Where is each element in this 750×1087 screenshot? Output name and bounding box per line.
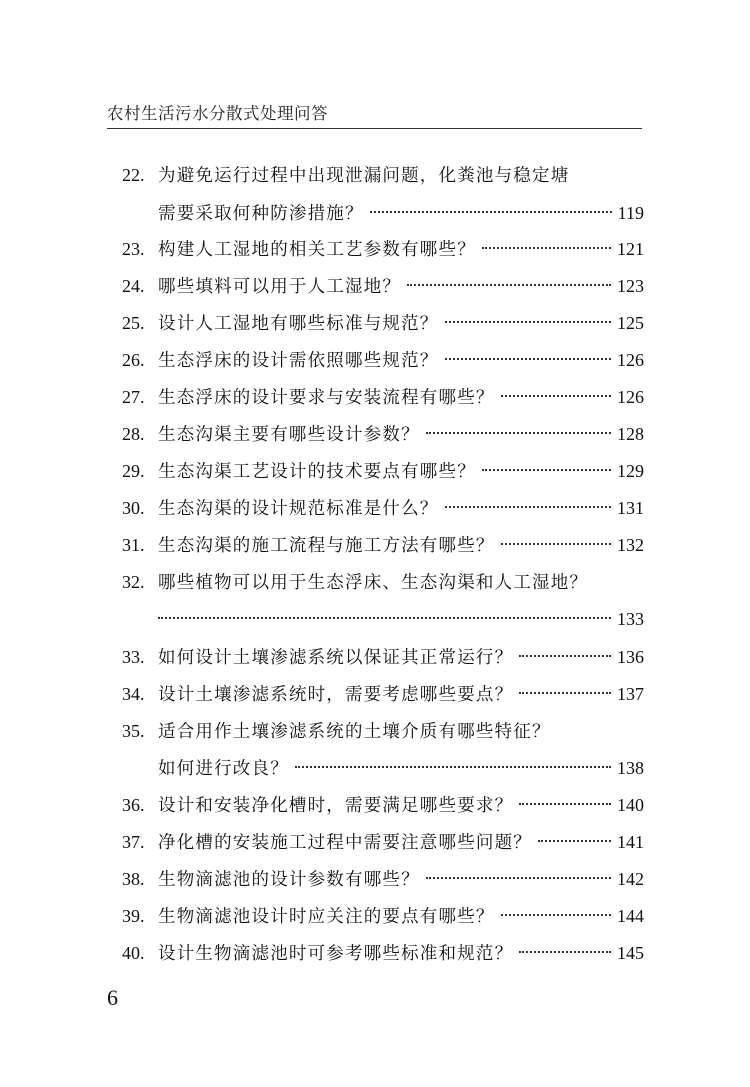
toc-entry-22[interactable]: [122, 160, 644, 190]
toc-entry-number: 33.: [122, 647, 145, 667]
toc-entry-34[interactable]: [122, 679, 644, 709]
toc-dot-leader: [538, 840, 611, 842]
toc-entry-title: 生态浮床的设计需依照哪些规范？: [158, 351, 439, 371]
toc-entry-30[interactable]: [122, 493, 644, 523]
toc-entry-39[interactable]: [122, 901, 644, 931]
toc-entry-title-line2: 需要采取何种防渗措施？: [158, 204, 364, 224]
toc-entry-number: 35.: [122, 721, 145, 741]
toc-entry-title: 生态沟渠主要有哪些设计参数？: [158, 425, 420, 445]
toc-dot-leader: [295, 766, 611, 768]
toc-entry-title-line1: 为避免运行过程中出现泄漏问题，化粪池与稳定塘: [158, 166, 570, 186]
toc-dot-leader: [445, 321, 612, 323]
toc-dot-leader: [407, 284, 611, 286]
toc-entry-title-line2: 如何进行改良？: [158, 759, 289, 779]
toc-entry-number: 37.: [122, 832, 145, 852]
toc-entry-page: 133: [617, 609, 644, 629]
toc-dot-leader: [519, 951, 611, 953]
toc-entry-23[interactable]: [122, 234, 644, 264]
page-number: 6: [107, 985, 118, 1010]
toc-entry-title: 设计人工湿地有哪些标准与规范？: [158, 314, 439, 334]
toc-entry-40[interactable]: [122, 938, 644, 968]
toc-entry-page: 141: [617, 832, 644, 852]
toc-dot-leader: [519, 803, 611, 805]
toc-entry-page: 137: [617, 684, 644, 704]
toc-dot-leader: [501, 395, 611, 397]
toc-entry-page: 145: [617, 943, 644, 963]
toc-entry-number: 39.: [122, 906, 145, 926]
toc-dot-leader: [370, 211, 612, 213]
toc-entry-page: 121: [617, 239, 644, 259]
toc-dot-leader: [519, 655, 611, 657]
toc-entry-number: 30.: [122, 498, 145, 518]
toc-dot-leader: [519, 692, 611, 694]
toc-entry-29[interactable]: [122, 456, 644, 486]
toc-entry-page: 119: [617, 203, 644, 223]
toc-entry-page: 126: [617, 350, 644, 370]
header-rule: [107, 128, 642, 129]
toc-entry-number: 26.: [122, 350, 145, 370]
toc-entry-number: 38.: [122, 869, 145, 889]
toc-entry-title: 生态沟渠的施工流程与施工方法有哪些？: [158, 536, 495, 556]
toc-entry-page: 144: [617, 906, 644, 926]
toc-dot-leader: [501, 543, 611, 545]
toc-entry-number: 27.: [122, 387, 145, 407]
toc-entry-number: 28.: [122, 424, 145, 444]
toc-entry-number: 31.: [122, 535, 145, 555]
toc-entry-number: 24.: [122, 276, 145, 296]
toc-entry-page: 125: [617, 313, 644, 333]
toc-entry-title: 构建人工湿地的相关工艺参数有哪些？: [158, 240, 476, 260]
toc-entry-page: 129: [617, 461, 644, 481]
toc-dot-leader: [426, 877, 611, 879]
toc-entry-number: 32.: [122, 572, 145, 592]
toc-entry-page: 142: [617, 869, 644, 889]
running-header-title: 农村生活污水分散式处理问答: [107, 104, 328, 123]
toc-entry-27[interactable]: [122, 382, 644, 412]
toc-entry-title: 设计土壤渗滤系统时，需要考虑哪些要点？: [158, 685, 514, 705]
toc-dot-leader: [501, 914, 611, 916]
toc-entry-title: 设计和安装净化槽时，需要满足哪些要求？: [158, 796, 514, 816]
toc-entry-title: 净化槽的安装施工过程中需要注意哪些问题？: [158, 833, 532, 853]
toc-dot-leader: [482, 469, 611, 471]
toc-entry-number: 25.: [122, 313, 145, 333]
toc-entry-26[interactable]: [122, 345, 644, 375]
toc-entry-title: 哪些填料可以用于人工湿地？: [158, 277, 402, 297]
toc-entry-title: 哪些植物可以用于生态浮床、生态沟渠和人工湿地？: [158, 573, 589, 593]
toc-entry-title: 生态浮床的设计要求与安装流程有哪些？: [158, 388, 495, 408]
toc-dot-leader: [482, 247, 611, 249]
toc-entry-number: 40.: [122, 943, 145, 963]
toc-entry-28[interactable]: [122, 419, 644, 449]
toc-dot-leader: [445, 358, 612, 360]
toc-entry-35-continued[interactable]: [122, 753, 644, 783]
toc-entry-title-line1: 适合用作土壤渗滤系统的土壤介质有哪些特征？: [158, 722, 551, 742]
toc-entry-page: 123: [617, 276, 644, 296]
toc-entry-page: 131: [617, 498, 644, 518]
toc-dot-leader: [158, 617, 611, 619]
toc-dot-leader: [426, 432, 611, 434]
toc-dot-leader: [445, 506, 612, 508]
toc-entry-page: 140: [617, 795, 644, 815]
toc-entry-35[interactable]: [122, 716, 644, 746]
toc-entry-title: 生态沟渠工艺设计的技术要点有哪些？: [158, 462, 476, 482]
toc-entry-title: 设计生物滴滤池时可参考哪些标准和规范？: [158, 944, 514, 964]
toc-entry-page: 132: [617, 535, 644, 555]
toc-entry-number: 34.: [122, 684, 145, 704]
toc-entry-page: 128: [617, 424, 644, 444]
toc-entry-number: 22.: [122, 165, 145, 185]
toc-entry-38[interactable]: [122, 864, 644, 894]
toc-entry-title: 生物滴滤池设计时应关注的要点有哪些？: [158, 907, 495, 927]
toc-entry-number: 36.: [122, 795, 145, 815]
toc-entry-32-continued[interactable]: [122, 604, 644, 634]
toc-entry-page: 126: [617, 387, 644, 407]
toc-entry-title: 生态沟渠的设计规范标准是什么？: [158, 499, 439, 519]
toc-entry-32[interactable]: [122, 567, 644, 597]
toc-entry-24[interactable]: [122, 271, 644, 301]
toc-entry-36[interactable]: [122, 790, 644, 820]
toc-entry-22-continued[interactable]: [122, 198, 644, 228]
toc-entry-37[interactable]: [122, 827, 644, 857]
toc-entry-page: 136: [617, 647, 644, 667]
toc-entry-number: 29.: [122, 461, 145, 481]
toc-entry-title: 如何设计土壤渗滤系统以保证其正常运行？: [158, 648, 514, 668]
toc-entry-number: 23.: [122, 239, 145, 259]
toc-entry-31[interactable]: [122, 530, 644, 560]
toc-entry-page: 138: [617, 758, 644, 778]
toc-entry-25[interactable]: [122, 308, 644, 338]
toc-entry-33[interactable]: [122, 642, 644, 672]
toc-entry-title: 生物滴滤池的设计参数有哪些？: [158, 870, 420, 890]
